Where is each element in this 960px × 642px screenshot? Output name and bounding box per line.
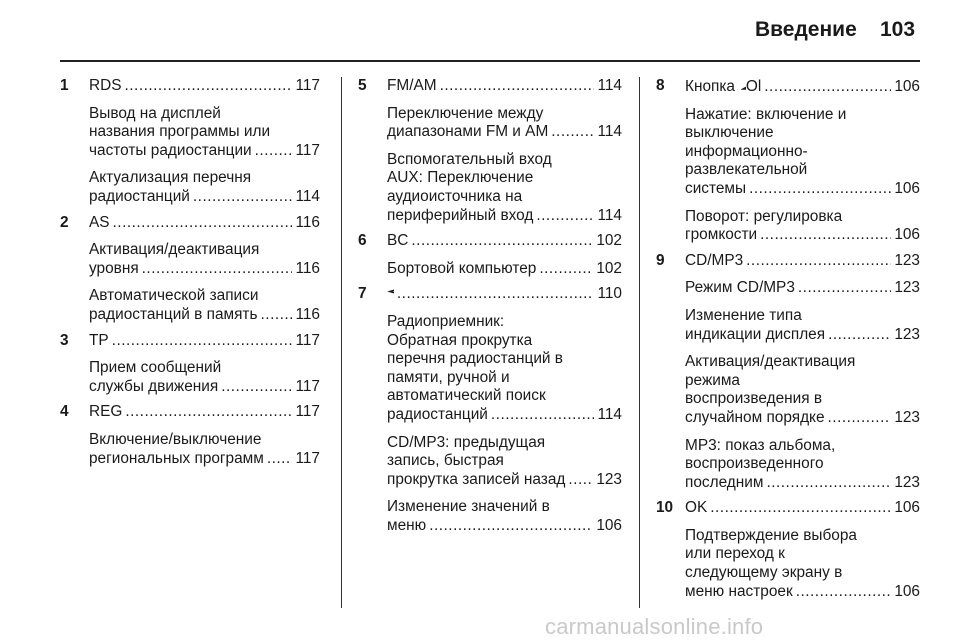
entry-number: 9 <box>656 251 665 269</box>
item-text: радиостанций <box>387 405 488 423</box>
index-entry-3 <box>60 332 320 397</box>
item-text: воспроизведения в <box>685 390 823 408</box>
item-text: RDS <box>89 77 122 94</box>
item-text: автоматический поиск <box>387 387 546 405</box>
column-divider <box>341 77 342 608</box>
page-reference[interactable]: 123 <box>596 470 622 488</box>
page-reference[interactable]: 114 <box>295 187 320 205</box>
column-divider <box>639 77 640 608</box>
item-text: индикации дисплея <box>685 325 826 343</box>
item-text: Автоматической записи <box>89 287 259 305</box>
leader-dots <box>710 499 891 518</box>
index-item[interactable] <box>89 359 320 396</box>
item-text: или переход к <box>685 545 785 563</box>
index-entry-5 <box>358 77 622 225</box>
index-item[interactable] <box>685 106 920 199</box>
item-text: Радиоприемник: <box>387 312 505 330</box>
index-item[interactable] <box>685 208 920 245</box>
leader-dots <box>411 232 593 251</box>
item-text: AS <box>89 213 110 231</box>
leader-dots <box>766 474 891 493</box>
item-text: прокрутка записей назад <box>387 470 566 488</box>
leader-dots <box>828 409 892 428</box>
page-reference[interactable]: 117 <box>295 449 320 467</box>
item-text: Поворот: регулировка <box>685 207 843 225</box>
item-text: Вспомогательный вход <box>387 150 552 168</box>
index-item[interactable] <box>387 313 622 425</box>
index-item[interactable] <box>685 527 920 601</box>
item-text: периферийный вход <box>387 206 534 224</box>
page-reference[interactable]: 117 <box>295 77 320 94</box>
leader-dots <box>125 403 292 422</box>
leader-dots <box>568 471 593 490</box>
page-number: 103 <box>880 18 916 41</box>
page-reference[interactable]: 106 <box>894 226 920 244</box>
page-reference[interactable]: 102 <box>596 232 622 250</box>
index-column-3 <box>656 77 920 608</box>
item-text: аудиоисточника на <box>387 187 523 205</box>
leader-dots <box>113 214 293 233</box>
item-text: Активация/деактивация <box>685 353 856 371</box>
index-entry-7 <box>358 285 622 535</box>
item-text: уровня <box>89 259 139 277</box>
entry-number: 1 <box>60 77 69 94</box>
icon-suffix: Ol <box>745 78 762 95</box>
index-entry-8 <box>656 77 920 245</box>
index-entry-10 <box>656 499 920 601</box>
item-text: Вывод на дисплей <box>89 104 221 122</box>
item-text: Актуализация перечня <box>89 169 252 187</box>
leader-dots <box>796 583 892 602</box>
leader-dots <box>221 378 292 397</box>
item-text: Включение/выключение <box>89 430 262 448</box>
leader-dots <box>749 180 891 199</box>
leader-dots <box>125 77 293 96</box>
index-item[interactable] <box>685 353 920 427</box>
header-divider <box>60 60 920 62</box>
item-text: радиостанций <box>89 187 190 205</box>
index-item[interactable] <box>89 169 320 206</box>
page-reference[interactable]: 123 <box>894 251 920 269</box>
index-column-2 <box>358 77 622 542</box>
leader-dots <box>193 188 293 207</box>
index-item[interactable] <box>89 287 320 324</box>
entry-number: 7 <box>358 285 367 303</box>
index-entry-9 <box>656 252 920 493</box>
leader-dots <box>536 207 594 226</box>
index-item[interactable] <box>387 105 622 142</box>
item-text: Активация/деактивация <box>89 241 260 259</box>
item-text: памяти, ручной и <box>387 368 510 386</box>
page-reference[interactable]: 117 <box>295 403 320 421</box>
page-reference[interactable]: 106 <box>894 78 920 95</box>
item-text: воспроизведенного <box>685 455 824 473</box>
page-reference[interactable]: 110 <box>597 285 622 303</box>
item-text: радиостанций в память <box>89 305 258 323</box>
item-text: Подтверждение выбора <box>685 526 857 544</box>
page-reference[interactable]: 116 <box>295 213 320 231</box>
index-column-1 <box>60 77 320 475</box>
leader-dots <box>267 450 293 469</box>
leader-dots <box>551 123 594 142</box>
index-item[interactable] <box>89 214 320 233</box>
index-entry-1 <box>60 77 320 207</box>
item-text: Переключение между <box>387 104 544 122</box>
index-entry-6 <box>358 232 622 278</box>
leader-dots <box>760 226 891 245</box>
item-text: REG <box>89 403 123 421</box>
item-text: Изменение значений в <box>387 498 550 516</box>
index-entry-4 <box>60 403 320 468</box>
page-reference[interactable]: 123 <box>894 473 920 491</box>
index-item[interactable] <box>387 232 622 251</box>
index-item[interactable] <box>387 285 622 304</box>
item-text: региональных программ <box>89 449 264 467</box>
index-item[interactable] <box>89 241 320 278</box>
page-reference[interactable]: 123 <box>894 408 920 426</box>
leader-dots <box>112 332 293 351</box>
page-reference[interactable]: 117 <box>295 377 320 395</box>
page-reference[interactable]: 114 <box>597 206 622 224</box>
item-text: CD/MP3: предыдущая <box>387 433 546 451</box>
page-reference[interactable]: 117 <box>295 331 320 349</box>
index-item[interactable] <box>387 77 622 96</box>
leader-dots <box>539 260 593 279</box>
index-item[interactable] <box>685 77 920 97</box>
leader-dots <box>764 78 891 97</box>
page-reference[interactable]: 114 <box>597 77 622 94</box>
entry-number: 10 <box>656 499 674 517</box>
index-item[interactable] <box>685 279 920 298</box>
item-text: AUX: Переключение <box>387 169 534 187</box>
page-reference[interactable]: 106 <box>596 516 622 534</box>
leader-dots <box>798 279 891 298</box>
item-text: случайном порядке <box>685 408 825 426</box>
entry-number: 5 <box>358 77 367 94</box>
page-reference[interactable]: 102 <box>596 259 622 277</box>
leader-dots <box>429 517 593 536</box>
entry-number: 2 <box>60 213 69 231</box>
page-title: Введение <box>755 18 857 41</box>
page-reference[interactable]: 106 <box>894 179 920 197</box>
item-text: режима <box>685 371 740 389</box>
item-text: информационно- <box>685 142 808 160</box>
index-item[interactable] <box>89 431 320 468</box>
item-text: выключение <box>685 124 774 142</box>
item-text: перечня радиостанций в <box>387 350 563 368</box>
item-text: Обратная прокрутка <box>387 331 533 349</box>
item-text: меню <box>387 516 427 534</box>
item-text: Режим CD/MP3 <box>685 279 795 297</box>
page-reference[interactable]: 123 <box>894 279 920 297</box>
leader-dots <box>746 252 891 271</box>
index-item[interactable] <box>89 105 320 161</box>
item-text: Прием сообщений <box>89 359 222 377</box>
page-reference[interactable]: 117 <box>295 141 320 159</box>
index-entry-2 <box>60 214 320 325</box>
leader-dots <box>261 306 293 325</box>
item-text: CD/MP3 <box>685 251 744 269</box>
leader-dots <box>440 77 595 96</box>
index-item[interactable] <box>685 499 920 518</box>
index-item[interactable] <box>387 434 622 490</box>
index-item[interactable] <box>387 498 622 535</box>
index-item[interactable] <box>387 151 622 225</box>
leader-dots <box>491 406 595 425</box>
item-text: Кнопка <box>685 78 735 95</box>
item-text: Бортовой компьютер <box>387 259 537 277</box>
item-text: частоты радиостанции <box>89 141 252 159</box>
index-item[interactable] <box>685 437 920 493</box>
item-text: службы движения <box>89 377 219 395</box>
item-text: следующему экрану в <box>685 564 843 582</box>
item-text: FM/AM <box>387 77 437 94</box>
item-text: последним <box>685 473 764 491</box>
item-text: развлекательной <box>685 161 808 179</box>
item-text: названия программы или <box>89 123 271 141</box>
index-item[interactable] <box>685 307 920 344</box>
page-reference[interactable]: 114 <box>597 123 622 141</box>
entry-number: 4 <box>60 403 69 421</box>
entry-number: 8 <box>656 77 665 94</box>
item-text: OK <box>685 499 708 517</box>
page-reference[interactable]: 106 <box>894 499 920 517</box>
item-text: запись, быстрая <box>387 452 504 470</box>
entry-number: 6 <box>358 232 367 250</box>
watermark: carmanualsonline.info <box>545 614 764 639</box>
index-item[interactable] <box>685 252 920 271</box>
page-reference[interactable]: 114 <box>597 405 622 423</box>
leader-dots <box>142 260 293 279</box>
index-item[interactable] <box>89 332 320 351</box>
item-text: Нажатие: включение и <box>685 105 847 123</box>
item-text: громкости <box>685 226 758 244</box>
page-reference[interactable]: 116 <box>295 305 320 323</box>
entry-number: 3 <box>60 331 69 349</box>
page-reference[interactable]: 123 <box>894 325 920 343</box>
page-reference[interactable]: 116 <box>295 259 320 277</box>
leader-dots <box>255 142 293 161</box>
index-item[interactable] <box>89 77 320 96</box>
page-reference[interactable]: 106 <box>894 582 920 600</box>
item-text: Изменение типа <box>685 306 802 324</box>
leader-dots <box>397 285 595 304</box>
item-text: системы <box>685 179 747 197</box>
item-text: BC <box>387 232 409 250</box>
leader-dots <box>828 326 891 345</box>
item-text: меню настроек <box>685 582 793 600</box>
index-item[interactable] <box>387 260 622 279</box>
index-item[interactable] <box>89 403 320 422</box>
item-text: TP <box>89 331 109 349</box>
item-text: MP3: показ альбома, <box>685 436 836 454</box>
item-text: диапазонами FM и AM <box>387 123 549 141</box>
seek-back-icon <box>387 285 394 298</box>
